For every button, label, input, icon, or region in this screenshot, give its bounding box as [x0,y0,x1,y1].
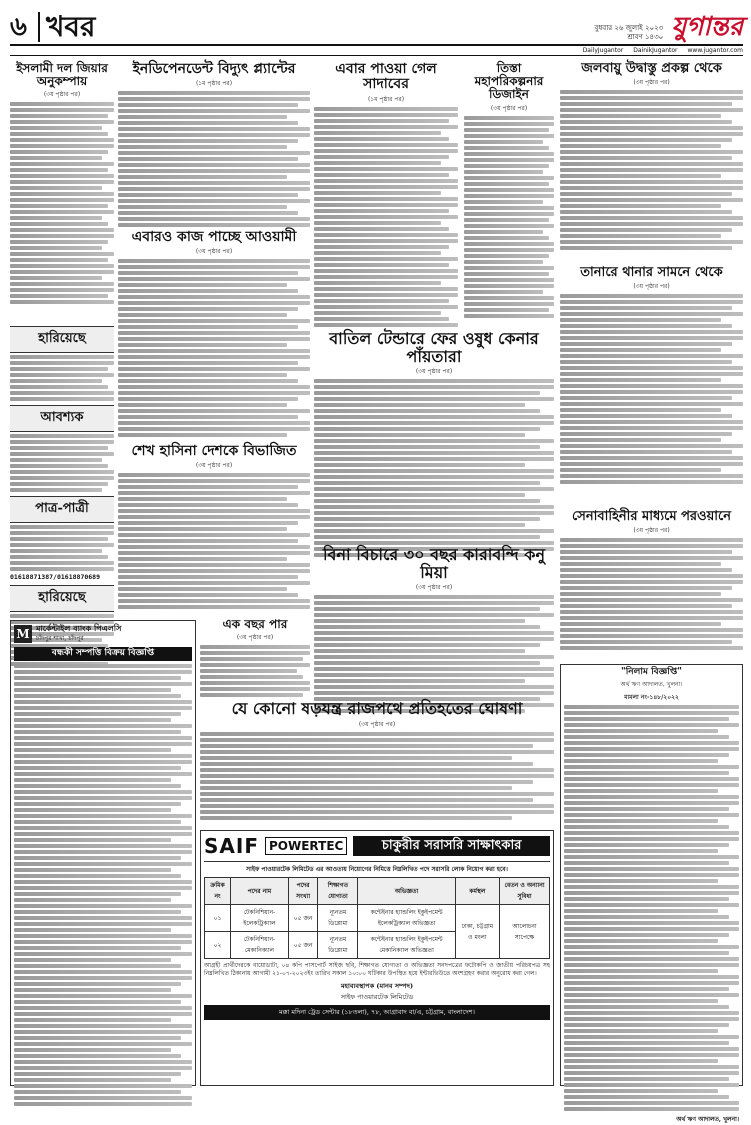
headline: ইনডিপেনডেন্ট বিদ্যুৎ প্ল্যান্টের [132,61,296,77]
continuation: (৩য় পৃষ্ঠার পর) [633,79,670,87]
body-text [200,645,310,697]
column-header: বেতন ও অন্যান্য সুবিধা [500,878,550,905]
ad-title: বন্ধকী সম্পত্তি বিক্রয় বিজ্ঞপ্তি [14,647,192,661]
bank-name: মার্কেন্টাইল ব্যাংক পিএলসি [36,623,122,633]
body-text [314,107,458,327]
column-header: পদের নাম [231,878,289,905]
cell-exp: কন্টেইনার হ্যান্ডলিং ইকুইপমেন্ট মেকানিক্যাল অভিজ্ঞতা [358,932,455,959]
headline: তিস্তা মহাপরিকল্পনার ডিজাইন [474,61,544,102]
continuation: (৩য় পৃষ্ঠার পর) [633,527,670,535]
body-text [10,355,114,401]
body-text [10,102,114,304]
column-header: শিক্ষাগত যোগ্যতা [318,878,358,905]
body-text [560,90,743,250]
jobs-table [204,877,550,959]
headline: সেনাবাহিনীর মাধ্যমে পরওয়ানে [571,509,732,524]
article-independent [118,62,310,228]
bank-logo-icon: M [14,625,32,643]
continuation: (৩য় পৃষ্ঠার পর) [415,368,453,376]
date-line: শ্রাবণ ১৪৩০ [627,33,664,41]
continuation: (৩য় পৃষ্ঠার পর) [415,584,453,592]
company-name: সাইফ পাওয়ারটেক লিমিটেড [340,992,414,1001]
body-text [464,116,554,318]
twitter-link[interactable]: DainikJugantor [633,47,678,54]
headline: তানারে থানার সামনে থেকে [580,265,723,280]
body-text [314,595,554,713]
ad-subtitle: অর্থ ঋণ আদালত, খুলনা। [620,680,683,688]
article-sena [560,510,743,660]
classified-heading: হারিয়েছে [10,326,114,353]
cell-post: টেকনিশিয়ান-মেকানিক্যাল [231,932,289,959]
cell-post: টেকনিশিয়ান-ইলেকট্রিক্যাল [231,905,289,932]
headline: জলবায়ু উদ্বাস্তু প্রকল্প থেকে [581,61,722,76]
headline: ইসলামী দল জিয়ার অনুকম্পায় [16,61,108,89]
cell-no: ০২ [205,932,231,959]
body-text [10,525,114,571]
article-ekbochor [200,618,310,696]
cell-no: ০১ [205,905,231,932]
phone-number: 01618871387/01618870689 [10,573,101,581]
signature: মহাব্যবস্থাপক (মানব সম্পদ) [340,981,414,990]
cell-count: ০৫ জন [288,932,318,959]
article-sorojontro [200,700,554,826]
cell-salary: আলোচনা সাপেক্ষে [500,905,550,959]
continuation: (৩য় পৃষ্ঠার পর) [236,634,274,642]
ad-title: "নিলাম বিজ্ঞপ্তি" [621,667,682,677]
cell-count: ০৫ জন [288,905,318,932]
body-text [200,732,554,820]
headline: এবারও কাজ পাচ্ছে আওয়ামী [131,229,297,245]
body-text [118,259,310,437]
cell-edu: ন্যূনতম ডিপ্লোমা [318,905,358,932]
saif-logo: SAIF [204,834,259,858]
classifieds [10,326,114,616]
headline: বাতিল টেন্ডারে ফের ওষুধ কেনার পাঁয়তারা [329,329,539,366]
bank-ad [10,620,196,1086]
classified-heading: আবশ্যক [10,405,114,432]
body-text [564,705,739,1111]
masthead [10,8,743,42]
body-text [118,473,310,609]
ad-note: আগ্রহী প্রার্থীদেরকে বায়োডাটা, ০৪ কপি পাসপোর্ট সাইজ ছবি, শিক্ষাগত যোগ্যতা ও অভিজ্ঞতা সনদপত্রের ফটোকপি ও জাতীয় পরিচয়পত্র সহ নিম্নলিখিত ঠিকানায় আগামী ২১-০৭-২০২৩ইং তারিখ সকাল ১০:০০ ঘটিকার উপস্থিত হয়ে ইন্টারভিউতে অংশগ্রহণ করার অনুরোধ করা গেল। [204,962,550,977]
cell-exp: কন্টেইনার হ্যান্ডলিং ইকুইপমেন্ট ইলেকট্রিক্যাল অভিজ্ঞতা [358,905,455,932]
headline: শেখ হাসিনা দেশকে বিভাজিত [131,443,297,459]
newspaper-logo: যুগান্তর [671,12,743,42]
continuation: (৩য় পৃষ্ঠার পর) [43,91,81,99]
table-header-row [205,878,550,905]
body-text [118,91,310,227]
header-right [594,12,743,42]
column-header: ক্রমিক নং [205,878,231,905]
continuation: (১ম পৃষ্ঠার পর) [195,80,233,88]
body-text [10,434,114,492]
article-tista [464,62,554,326]
article-sadabor [314,62,458,326]
table-row [205,905,550,932]
body-text [14,664,192,1106]
bank-branch: চাঁদপুর শাখা, চাঁদপুর [36,634,84,642]
continuation: (৩য় পৃষ্ঠার পর) [195,462,233,470]
article-thana [560,266,743,506]
article-tender [314,330,554,542]
classified-heading: হারিয়েছে [10,585,114,612]
bank-header [14,624,192,644]
article-kanu [314,546,554,696]
column-header: কর্মস্থল [455,878,499,905]
column-header: পদের সংখ্যা [288,878,318,905]
section-name: খবর [38,12,95,42]
headline: এবার পাওয়া গেল সাদাবের [335,61,437,93]
continuation: (৩য় পৃষ্ঠার পর) [633,283,670,291]
column-header: অভিজ্ঞতা [358,878,455,905]
body-text [560,538,743,650]
continuation: (৩য় পৃষ্ঠার পর) [358,720,396,728]
article-jolabaddho [560,62,743,262]
social-bar [10,44,743,56]
continuation: (৩য় পৃষ্ঠার পর) [195,248,233,256]
article-islami [10,62,114,324]
body-text [560,294,743,484]
classified-heading: পাত্র-পাত্রী [10,496,114,523]
page-number: ৬ [10,12,27,42]
saif-powertec-ad [200,830,554,1086]
facebook-link[interactable]: DailyJugantor [582,47,624,54]
powertec-logo: POWERTEC [265,837,347,855]
ad-intro: সাইফ পাওয়ারটেক লিমিটেড এর আওতায় নিয়োগের নিমিত্তে নিম্নলিখিত পদে সরাসরি লোক নিয়োগ করা হবে। [246,866,508,873]
nilam-ad [560,664,743,1123]
continuation: (৩য় পৃষ্ঠার পর) [490,104,528,112]
cell-place: ঢাকা, চট্টগ্রাম ও মংলা [455,905,499,959]
article-kaj [118,230,310,442]
headline: এক বছর পার [222,617,288,631]
date-line: বুধবার ২৬ জুলাই ২০২৩ [594,24,664,32]
company-address: মক্কা মদিনা ট্রেড সেন্টার (১৮তলা), ৭৮, আগ্রাবাদ বা/এ, চট্টগ্রাম, বাংলাদেশ। [204,1005,550,1020]
body-text [314,379,554,557]
article-sheikh [118,444,310,616]
ad-header [204,834,550,862]
website-link[interactable]: www.jugantor.com [687,47,743,54]
continuation: (১ম পৃষ্ঠার পর) [367,95,405,103]
headline: বিনা বিচারে ৩০ বছর কারাবন্দি কনু মিয়া [322,545,546,582]
ad-headline: চাকুরীর সরাসরি সাক্ষাৎকার [353,836,550,856]
date-block [594,24,663,42]
case-number: মামলা নং-১৪৮/২০২২ [624,693,679,701]
cell-edu: ন্যূনতম ডিপ্লোমা [318,932,358,959]
headline: যে কোনো ষড়যন্ত্র রাজপথে প্রতিহতের ঘোষণা [231,699,523,718]
ad-footer: অর্থ ঋণ আদালত, খুলনা। [676,1115,739,1123]
